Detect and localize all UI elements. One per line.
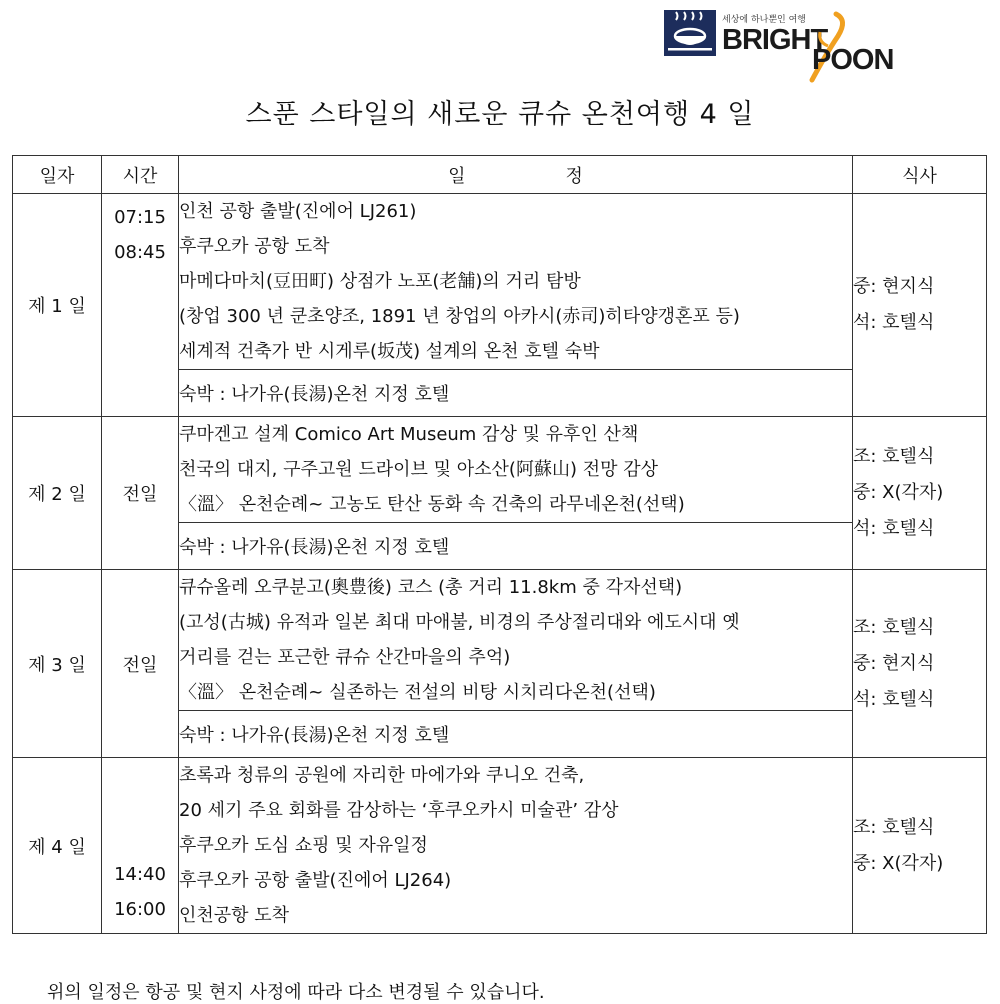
schedule-cell (179, 758, 853, 934)
table-row (13, 417, 987, 523)
meal-line: 중: 현지식 (853, 652, 935, 674)
schedule-cell (179, 194, 853, 370)
schedule-cell (179, 570, 853, 711)
header-time: 시간 (102, 156, 179, 194)
lodging-cell: 숙박 : 나가유(長湯)온천 지정 호텔 (179, 711, 853, 758)
schedule-line: 후쿠오카 공항 출발(진에어 LJ264) (179, 870, 452, 891)
logo-word-poon: POON (812, 44, 894, 76)
meal-line: 석: 호텔식 (853, 518, 935, 539)
schedule-line: 마메다마치(豆田町) 상점가 노포(老舗)의 거리 탐방 (179, 271, 581, 292)
lodging-cell: 숙박 : 나가유(長湯)온천 지정 호텔 (179, 523, 853, 570)
schedule-line: 20 세기 주요 회화를 감상하는 ‘후쿠오카시 미술관’ 감상 (179, 800, 619, 821)
hot-spring-logo-icon (664, 10, 716, 56)
itinerary-table (12, 155, 987, 934)
meal-line: 중: 현지식 (853, 276, 935, 297)
meal-line: 석: 호텔식 (853, 312, 935, 333)
schedule-line: 후쿠오카 도심 쇼핑 및 자유일정 (179, 835, 428, 856)
schedule-line: (고성(古城) 유적과 일본 최대 마애불, 비경의 주상절리대와 에도시대 옛 (179, 612, 740, 633)
table-row (13, 570, 987, 711)
time-cell (102, 758, 179, 934)
schedule-line: 〈溫〉 온천순례~ 고농도 탄산 동화 속 건축의 라무네온천(선택) (179, 494, 685, 515)
schedule-line: 천국의 대지, 구주고원 드라이브 및 아소산(阿蘇山) 전망 감상 (179, 459, 658, 480)
time-all-day: 전일 (102, 417, 179, 570)
schedule-line: 세계적 건축가 반 시게루(坂茂) 설계의 온천 호텔 숙박 (179, 341, 600, 362)
page-title: 스푼 스타일의 새로운 큐슈 온천여행 4 일 (245, 99, 755, 130)
schedule-line: 〈溫〉 온천순례~ 실존하는 전설의 비탕 시치리다온천(선택) (179, 682, 656, 703)
logo-tagline: 세상에 하나뿐인 여행 (722, 15, 806, 25)
table-row (13, 194, 987, 370)
schedule-line: 초록과 청류의 공원에 자리한 마에가와 쿠니오 건축, (179, 765, 585, 786)
meal-line: 조: 호텔식 (853, 446, 935, 467)
time-cell (102, 194, 179, 417)
time-value: 16:00 (114, 899, 166, 920)
day-label: 제 1 일 (13, 194, 102, 417)
meal-cell (853, 194, 987, 417)
meal-cell (853, 758, 987, 934)
table-header-row (13, 156, 987, 194)
schedule-line: 쿠마겐고 설계 Comico Art Museum 감상 및 유후인 산책 (179, 424, 639, 445)
meal-line: 석: 호텔식 (853, 688, 935, 710)
brand-logo (664, 6, 924, 84)
lodging-cell: 숙박 : 나가유(長湯)온천 지정 호텔 (179, 370, 853, 417)
schedule-line: 큐슈올레 오쿠분고(奧豊後) 코스 (총 거리 11.8km 중 각자선택) (179, 577, 683, 598)
day-label: 제 3 일 (13, 570, 102, 758)
meal-line: 조: 호텔식 (853, 816, 935, 838)
header-schedule: 일 정 (179, 156, 853, 194)
schedule-cell (179, 417, 853, 523)
day-label: 제 4 일 (13, 758, 102, 934)
table-row (13, 758, 987, 934)
meal-line: 중: X(각자) (853, 482, 944, 503)
header-meal: 식사 (853, 156, 987, 194)
schedule-line: 인천 공항 출발(진에어 LJ261) (179, 201, 417, 222)
meal-cell (853, 417, 987, 570)
day-label: 제 2 일 (13, 417, 102, 570)
time-value: 14:40 (114, 864, 166, 885)
schedule-line: 거리를 걷는 포근한 큐슈 산간마을의 추억) (179, 647, 511, 668)
schedule-line: (창업 300 년 쿤초양조, 1891 년 창업의 아카시(赤司)히타양갱혼포 등) (179, 306, 740, 327)
logo-word-bright: BRIGHT (722, 24, 828, 56)
time-value: 08:45 (114, 242, 166, 263)
header-day: 일자 (13, 156, 102, 194)
time-all-day: 전일 (102, 570, 179, 758)
time-value: 07:15 (114, 207, 166, 228)
meal-line: 중: X(각자) (853, 852, 944, 874)
schedule-line: 후쿠오카 공항 도착 (179, 236, 330, 257)
footnote: 위의 일정은 항공 및 현지 사정에 따라 다소 변경될 수 있습니다. (47, 982, 545, 1003)
schedule-line: 인천공항 도착 (179, 905, 290, 926)
meal-line: 조: 호텔식 (853, 616, 935, 638)
meal-cell (853, 570, 987, 758)
